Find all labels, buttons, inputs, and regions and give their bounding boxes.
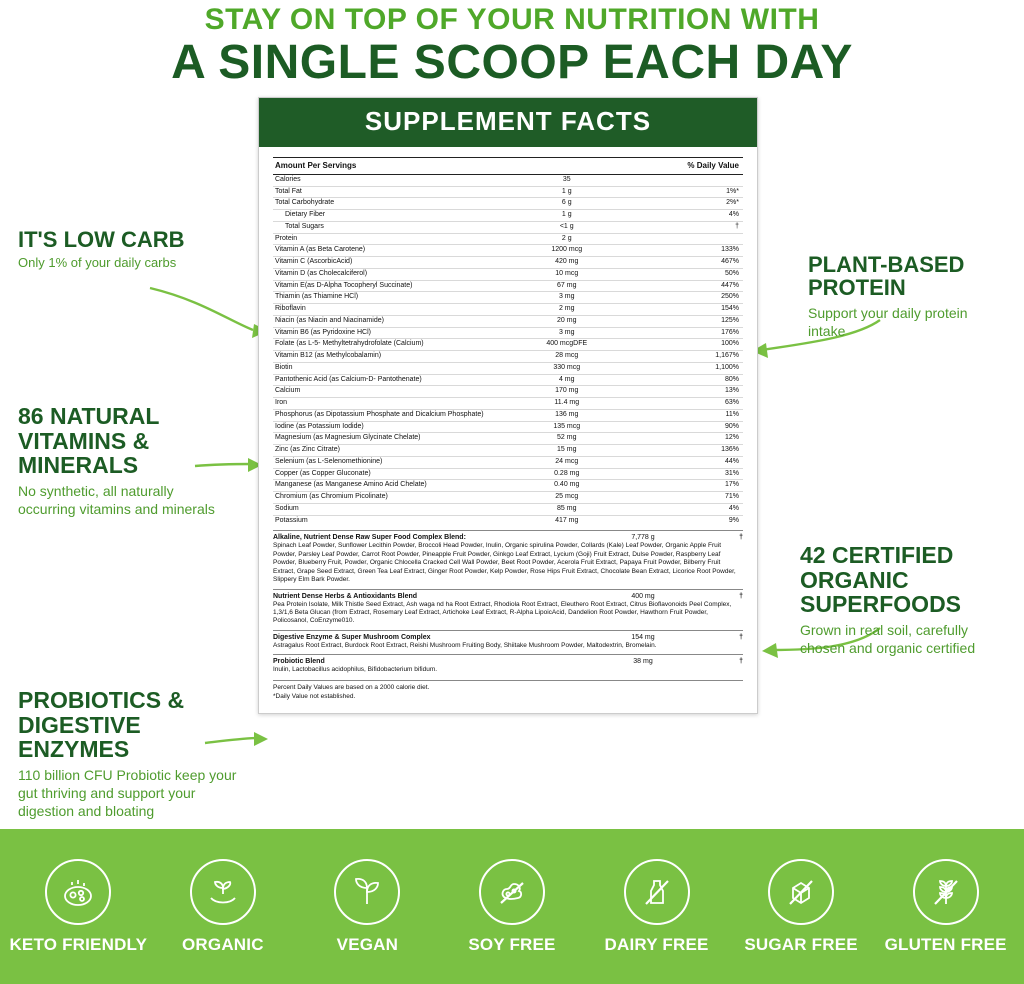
table-row — [273, 468, 743, 480]
callout-title: 86 NATURAL VITAMINS & MINERALS — [18, 402, 159, 479]
header-daily-value: % Daily Value — [649, 157, 743, 174]
row-dv: 80% — [649, 374, 743, 386]
table-row — [273, 492, 743, 504]
table-row — [273, 327, 743, 339]
table-row — [273, 398, 743, 410]
badge-label: VEGAN — [336, 934, 399, 954]
table-row — [273, 339, 743, 351]
row-name: Iodine (as Potassium Iodide) — [273, 421, 485, 433]
table-row — [273, 280, 743, 292]
row-amount: 0.40 mg — [485, 480, 650, 492]
badge-gluten-free — [876, 859, 1016, 955]
row-dv: 154% — [649, 304, 743, 316]
badge-sugar-free — [731, 859, 871, 955]
table-row — [273, 456, 743, 468]
table-row — [273, 186, 743, 198]
blend-amount: 154 mg — [631, 633, 655, 641]
row-name: Total Fat — [273, 186, 485, 198]
row-name: Iron — [273, 398, 485, 410]
row-dv: † — [649, 221, 743, 233]
callout-vitamins-minerals — [18, 404, 233, 518]
blend-description: Inulin, Lactobacillus acidophilus, Bifidobacterium bifidum. — [273, 666, 438, 674]
row-dv: 2%* — [649, 198, 743, 210]
table-row — [273, 315, 743, 327]
row-name: Thiamin (as Thiamine HCl) — [273, 292, 485, 304]
row-dv: 31% — [649, 468, 743, 480]
row-dv: 50% — [649, 268, 743, 280]
page-headline — [0, 0, 1024, 88]
blend-amount: 38 mg — [633, 658, 653, 666]
row-name: Phosphorus (as Dipotassium Phosphate and Dicalcium Phosphate) — [273, 409, 485, 421]
row-name: Chromium (as Chromium Picolinate) — [273, 492, 485, 504]
row-name: Selenium (as L-Selenomethionine) — [273, 456, 485, 468]
table-row — [273, 409, 743, 421]
badge-soy-free — [442, 859, 582, 955]
row-name: Total Sugars — [273, 221, 485, 233]
table-row — [273, 198, 743, 210]
row-dv: 136% — [649, 445, 743, 457]
table-row — [273, 174, 743, 186]
badge-label: ORGANIC — [182, 934, 264, 954]
table-row — [273, 210, 743, 222]
supplement-facts-table — [273, 157, 743, 527]
table-row — [273, 245, 743, 257]
blend-title: Probiotic Blend — [273, 658, 325, 666]
row-dv: 17% — [649, 480, 743, 492]
table-row — [273, 421, 743, 433]
row-name: Vitamin C (AscorbicAcid) — [273, 257, 485, 269]
row-dv: 1%* — [649, 186, 743, 198]
panel-title: SUPPLEMENT FACTS — [259, 98, 757, 147]
badge-vegan — [297, 859, 437, 955]
badge-organic — [153, 859, 293, 955]
row-amount: 417 mg — [555, 516, 579, 524]
row-amount: 20 mg — [485, 315, 650, 327]
blend-dv: † — [739, 658, 743, 666]
row-amount: 1200 mcg — [485, 245, 650, 257]
footnote-line: Percent Daily Values are based on a 2000 calorie diet. — [273, 683, 430, 691]
blend-description: Spinach Leaf Powder, Sunflower Lecithin Powder, Broccoli Head Powder, Inulin, Organic spirulina Powder, Collards (Kale) Leaf Powder, Organic Apple Fruit Powder, Parsley Leaf Powder, Carrot Root Powder, Pineapple Fruit Powder, Ginkgo Leaf Extract, Lycium (Goji) Fruit Extract, Dulse Powder, Raspberry Leaf Powder, Blueberry Fruit, Powder, Organic Chlocella Cracked Cell Wall Powder, Beet Root Powder, Acerola Fruit Extract, Papaya Fruit Powder, Bilberry Fruit Extract, Grape Seed Extract, Green Tea Leaf Extract, Ginger Root Powder, Kelp Powder, Rose Hips Fruit Extract, Chocolate Bean Extract, Licorice Root Powder, Slippery Elm Bark Powder. — [273, 542, 736, 584]
row-dv: 11% — [649, 409, 743, 421]
blend-section — [273, 530, 743, 584]
row-amount: 136 mg — [485, 409, 650, 421]
row-amount: 6 g — [485, 198, 650, 210]
table-row — [273, 233, 743, 245]
table-row — [273, 257, 743, 269]
row-dv — [649, 174, 743, 186]
callout-organic-superfoods — [800, 543, 1010, 657]
row-name: Calcium — [273, 386, 485, 398]
blend-dv: † — [739, 633, 743, 641]
blend-title: Nutrient Dense Herbs & Antioxidants Blend — [273, 592, 418, 600]
row-amount: 28 mcg — [485, 351, 650, 363]
row-name: Vitamin E(as D-Alpha Tocopheryl Succinate) — [273, 280, 485, 292]
row-dv: 250% — [649, 292, 743, 304]
blend-dv: † — [739, 534, 743, 542]
supplement-facts-panel — [258, 97, 758, 714]
table-row — [273, 503, 743, 515]
row-dv: 447% — [649, 280, 743, 292]
callout-title: IT'S LOW CARB — [18, 226, 185, 252]
panel-footnotes — [273, 680, 743, 702]
wheat-free-icon — [913, 859, 979, 925]
row-dv: 4% — [649, 210, 743, 222]
callout-low-carb — [18, 228, 248, 272]
row-name: Copper (as Copper Gluconate) — [273, 468, 485, 480]
row-name: Manganese (as Manganese Amino Acid Chelate) — [273, 480, 485, 492]
table-row — [273, 351, 743, 363]
row-name: Vitamin A (as Beta Carotene) — [273, 245, 485, 257]
callout-subtitle: No synthetic, all naturally occurring vitamins and minerals — [18, 482, 215, 517]
row-amount: 24 mcg — [485, 456, 650, 468]
footnote-line: *Daily Value not established. — [273, 692, 356, 700]
row-dv — [649, 233, 743, 245]
soy-free-icon — [479, 859, 545, 925]
row-dv: 176% — [649, 327, 743, 339]
row-name: Dietary Fiber — [273, 210, 485, 222]
row-name: Total Carbohydrate — [273, 198, 485, 210]
row-amount: 52 mg — [485, 433, 650, 445]
table-row — [273, 445, 743, 457]
milk-free-icon — [624, 859, 690, 925]
callout-title: PLANT-BASED PROTEIN — [808, 251, 965, 301]
callout-title: PROBIOTICS & DIGESTIVE ENZYMES — [18, 686, 185, 763]
row-name: Sodium — [273, 503, 485, 515]
row-amount: 11.4 mg — [485, 398, 650, 410]
row-name: Vitamin B6 (as Pyridoxine HCl) — [273, 327, 485, 339]
row-name: Folate (as L-5- Methyltetrahydrofolate (Calcium) — [273, 339, 485, 351]
main-content — [0, 88, 1024, 820]
blend-section — [273, 654, 743, 674]
row-dv: 12% — [649, 433, 743, 445]
row-amount: 10 mcg — [485, 268, 650, 280]
row-name: Protein — [273, 233, 485, 245]
table-row — [273, 515, 743, 526]
row-dv: 13% — [649, 386, 743, 398]
row-amount: 1 g — [485, 186, 650, 198]
row-dv: 4% — [649, 503, 743, 515]
row-amount: 400 mcgDFE — [485, 339, 650, 351]
row-amount: 2 mg — [485, 304, 650, 316]
table-row — [273, 304, 743, 316]
row-name: Zinc (as Zinc Citrate) — [273, 445, 485, 457]
row-amount: 85 mg — [485, 503, 650, 515]
row-amount: 2 g — [485, 233, 650, 245]
callout-probiotics — [18, 688, 250, 820]
table-row — [273, 221, 743, 233]
row-name: Calories — [273, 174, 485, 186]
leaf-icon — [334, 859, 400, 925]
row-dv: 44% — [649, 456, 743, 468]
table-row — [273, 268, 743, 280]
headline-line-2: A SINGLE SCOOP EACH DAY — [171, 35, 853, 89]
row-amount: <1 g — [485, 221, 650, 233]
row-amount: 25 mcg — [485, 492, 650, 504]
keto-icon — [45, 859, 111, 925]
blend-amount: 7,778 g — [631, 534, 655, 542]
row-amount: 15 mg — [485, 445, 650, 457]
callout-subtitle: Only 1% of your daily carbs — [18, 255, 177, 271]
row-name: Pantothenic Acid (as Calcium-D- Pantothenate) — [273, 374, 485, 386]
row-dv: 1,167% — [649, 351, 743, 363]
row-name: Potassium — [275, 516, 308, 524]
callout-title: 42 CERTIFIED ORGANIC SUPERFOODS — [800, 541, 962, 618]
sugar-free-icon — [768, 859, 834, 925]
row-dv: 133% — [649, 245, 743, 257]
row-amount: 35 — [485, 174, 650, 186]
table-row — [273, 292, 743, 304]
blend-title: Digestive Enzyme & Super Mushroom Complex — [273, 633, 431, 641]
row-dv: 71% — [649, 492, 743, 504]
table-row — [273, 433, 743, 445]
row-amount: 135 mcg — [485, 421, 650, 433]
headline-line-1: STAY ON TOP OF YOUR NUTRITION WITH — [204, 3, 820, 36]
sprout-hand-icon — [190, 859, 256, 925]
callout-subtitle: Support your daily protein intake — [808, 304, 968, 340]
blend-title: Alkaline, Nutrient Dense Raw Super Food Complex Blend: — [273, 534, 466, 542]
table-header-row — [273, 157, 743, 174]
row-amount: 0.28 mg — [485, 468, 650, 480]
blend-description: Astragalus Root Extract, Burdock Root Extract, Reishi Mushroom Fruiting Body, Shiitake Mushroom Powder, Maltodextrin, Bromelain. — [273, 641, 657, 649]
row-dv: 1,100% — [649, 362, 743, 374]
panel-body — [259, 147, 757, 713]
row-name: Niacin (as Niacin and Niacinamide) — [273, 315, 485, 327]
blend-dv: † — [739, 592, 743, 600]
row-amount: 4 mg — [485, 374, 650, 386]
badge-keto-friendly — [8, 859, 148, 955]
table-row — [273, 386, 743, 398]
header-amount: Amount Per Servings — [273, 157, 649, 174]
row-dv: 9% — [728, 516, 739, 524]
row-name: Magnesium (as Magnesium Glycinate Chelate) — [273, 433, 485, 445]
row-name: Riboflavin — [273, 304, 485, 316]
row-dv: 100% — [649, 339, 743, 351]
row-name: Vitamin B12 (as Methylcobalamin) — [273, 351, 485, 363]
table-row — [273, 480, 743, 492]
certification-badges-band — [0, 829, 1024, 984]
row-amount: 1 g — [485, 210, 650, 222]
row-dv: 63% — [649, 398, 743, 410]
row-dv: 125% — [649, 315, 743, 327]
table-row — [273, 374, 743, 386]
row-amount: 67 mg — [485, 280, 650, 292]
table-row — [273, 362, 743, 374]
badge-label: DAIRY FREE — [604, 934, 709, 954]
row-amount: 3 mg — [485, 292, 650, 304]
row-name: Biotin — [273, 362, 485, 374]
badge-label: GLUTEN FREE — [884, 934, 1007, 954]
row-amount: 420 mg — [485, 257, 650, 269]
blend-description: Pea Protein Isolate, Milk Thistle Seed Extract, Ash waga nd ha Root Extract, Rhodiola Root Extract, Eleuthero Root Extract, Citrus Bioflavonoids Peel Complex, 1,3/1,6 Beta Glucan (from Extract, Rosemary Leaf Extract, Artichoke Leaf Extract, R-Alpha LipoicAcid, Dandelion Root Powder, Hawthorn Fruit Powder, Policosanol, CoEnzyme010. — [273, 600, 732, 625]
row-amount: 330 mcg — [485, 362, 650, 374]
row-amount: 170 mg — [485, 386, 650, 398]
callout-subtitle: 110 billion CFU Probiotic keep your gut thriving and support your digestion and bloating — [18, 766, 237, 820]
badge-label: KETO FRIENDLY — [9, 934, 148, 954]
row-dv: 90% — [649, 421, 743, 433]
callout-subtitle: Grown in real soil, carefully chosen and organic certified — [800, 621, 976, 656]
badge-label: SOY FREE — [468, 934, 556, 954]
row-amount: 3 mg — [485, 327, 650, 339]
row-dv: 467% — [649, 257, 743, 269]
blend-section — [273, 630, 743, 650]
badge-dairy-free — [587, 859, 727, 955]
blend-amount: 400 mg — [631, 592, 655, 600]
blend-section — [273, 589, 743, 626]
badge-label: SUGAR FREE — [744, 934, 858, 954]
row-name: Vitamin D (as Cholecalciferol) — [273, 268, 485, 280]
callout-plant-protein — [808, 253, 1008, 340]
